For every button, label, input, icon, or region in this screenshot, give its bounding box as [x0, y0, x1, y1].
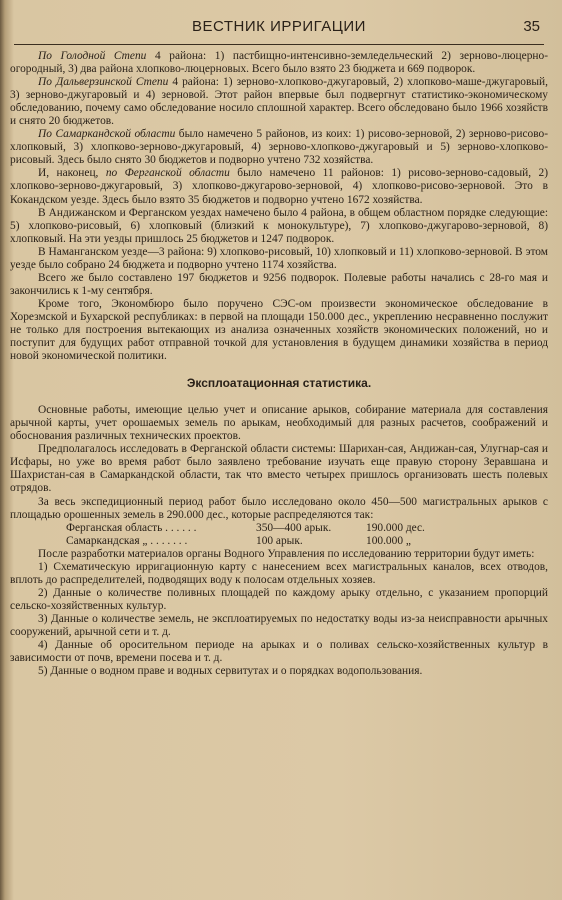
page-number: 35: [523, 18, 540, 35]
irrigated-area: 100.000 „: [366, 534, 411, 547]
table-row: [10, 535, 548, 548]
list-item: 1) Схематическую ирригационную карту с нанесением всех магистральных каналов, всех отводов, вплоть до распределителей, подводящих воду к полосам отдельных хозяев.: [10, 560, 548, 586]
paragraph-totals: Всего же было составлено 197 бюджетов и 9256 подворок. Полевые работы начались с 28-го мая и закончились к 1-му сентября.: [10, 271, 548, 297]
page-header: [14, 14, 544, 45]
list-item: 2) Данные о количестве поливных площадей по каждому арыку отдельно, с указанием пропорций сельско-хозяйственных культур.: [10, 586, 548, 612]
section-paragraph: Предполагалось исследовать в Ферганской области системы: Шарихан-сая, Андижан-сая, Улугнар-сая и Исфары, но уже во время работ было заявлено требование изучать еще правую сторону Зеравшана и Шахристан-сая в Самаркандской области, так что вместо четырех пришлось организовать шесть полевых отрядов.: [10, 443, 548, 495]
paragraph-golodnaya-step: По Голодной Степи 4 района: 1) пастбищно-интенсивно-земледельческий 2) зерново-люцерно-огородный, 3) два района хлопково-люцерновых. Всего было взято 23 бюджета и 669 подворок.: [10, 50, 548, 76]
after-table-paragraph: После разработки материалов органы Водного Управления по исследованию территории будут иметь:: [38, 547, 535, 560]
journal-title: ВЕСТНИК ИРРИГАЦИИ: [192, 18, 366, 35]
table-row: [10, 522, 548, 535]
paragraph-dalverzin-step: По Дальверзинской Степи 4 района: 1) зерново-хлопково-джугаровый, 2) хлопково-маше-джугаровый, 3) зерново-джугаровый и 4) зерновой. Этот район впервые был подвергнут статистико-экономическому обследованию, почему само обследование носило сплошной характер. Всего обследовано было 1966 хозяйств и снято 20 бюджетов.: [10, 76, 548, 128]
page-body: [10, 50, 548, 678]
region-name: Самаркандская „ . . . . . . .: [66, 534, 188, 547]
paragraph-fergana: И, наконец, по Ферганской области было намечено 11 районов: 1) рисово-зерново-садовый, 2) хлопково-зерново-джугаровый, 3) хлопково-джугарово-зерновой, 4) хлопково-рисово-зерновой. Это в Кокандском уезде. Здесь было взято 35 бюджетов и подворно учтено 1672 хозяйства.: [10, 167, 549, 206]
region-name: Ферганская область . . . . . .: [66, 521, 197, 534]
aryk-count: 100 арык.: [256, 534, 303, 547]
list-item: 5) Данные о водном праве и водных сервитутах и о порядках водопользования.: [38, 665, 423, 678]
list-item: 3) Данные о количестве земель, не эксплоатируемых по недостатку воды из-за неисправности арычных сооружений, арычной сети и т. д.: [10, 612, 548, 638]
paragraph-andijan: В Андижанском и Ферганском уездах намечено было 4 района, в общем областном порядке следующие: 5) хлопково-рисовый, 6) хлопковый (близкий к монокультуре), 7) хлопково-джугарово-зерновой, 8) хлопковый. На эти уезды пришлось 25 бюджетов и 1247 подворок.: [10, 206, 548, 245]
paragraph-namangan: В Наманганском уезде—3 района: 9) хлопково-рисовый, 10) хлопковый и 11) хлопково-зерновой. В этом уезде было собрано 24 бюджета и подворно учтено 1174 хозяйства.: [10, 245, 548, 271]
paragraph-khorezm-bukhara: Кроме того, Экономбюро было поручено СЭС-ом произвести экономическое обследование в Хорезмской и Бухарской республиках: в первой на площади 150.000 дес., укреплению несравненно послужит не только для построения вытекающих из анализа означенных хозяйств экономических положений, но и поступит для будущих работ отправной точкой для установления в будущем динамики хозяйства в период новой экономической политики.: [10, 297, 548, 363]
list-item: 4) Данные об оросительном периоде на арыках и о поливах сельско-хозяйственных культур в зависимости от почв, времени посева и т. д.: [10, 639, 548, 665]
section-paragraph: За весь экспедиционный период работ было исследовано около 450—500 магистральных арыков с площадью орошенных земель в 290.000 дес., которые распределяются так:: [10, 495, 548, 521]
irrigated-area: 190.000 дес.: [366, 521, 425, 534]
section-heading: Эксплоатационная статистика.: [186, 376, 372, 391]
aryk-count: 350—400 арык.: [256, 521, 332, 534]
section-paragraph: Основные работы, имеющие целью учет и описание арыков, собирание материала для составления арычной карты, учет орошаемых земель по арыкам, необходимый для разных расчетов, соображений и обоснования различных технических проектов.: [10, 404, 548, 443]
paragraph-samarkand: По Самаркандской области было намечено 5 районов, из коих: 1) рисово-зерновой, 2) зерново-рисово-хлопковый, 3) хлопково-зерново-джугаровый, 4) зерново-хлопково-джугаровый и 5) зерново-хлопково-рисовый. Здесь было снято 30 бюджетов и подворно учтено 732 хозяйства.: [10, 128, 548, 167]
